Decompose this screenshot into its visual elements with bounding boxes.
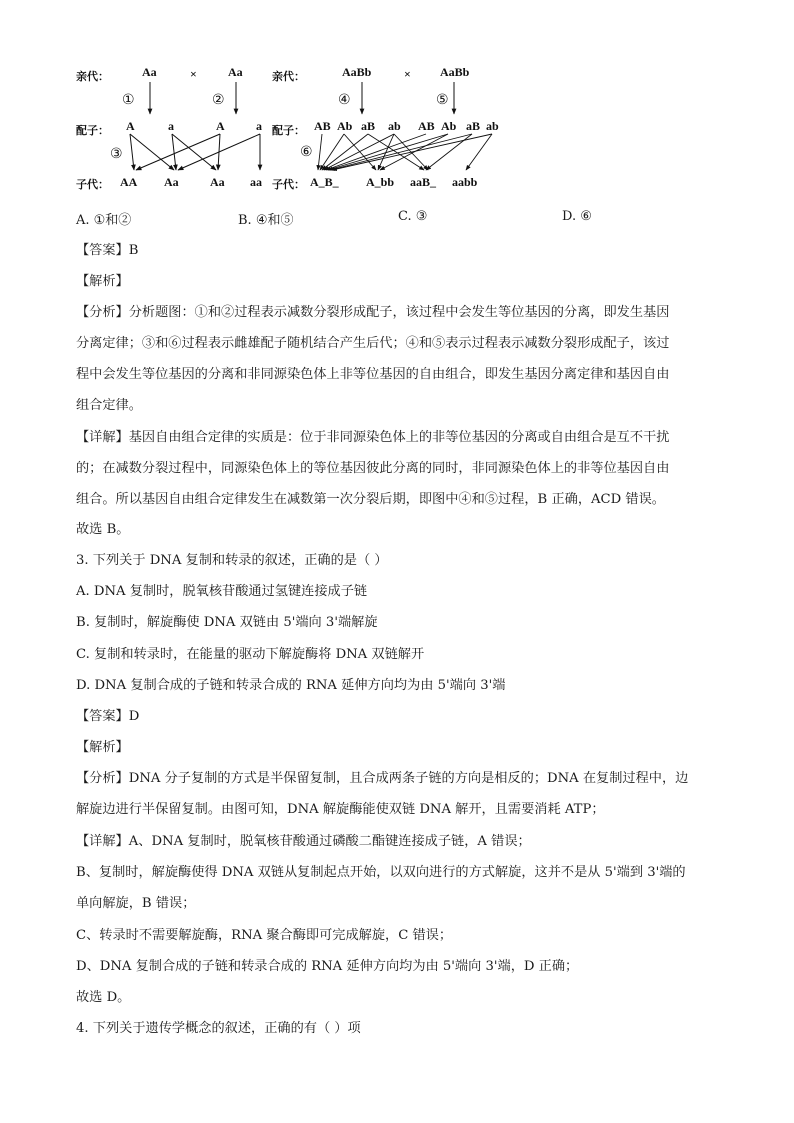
left-offspring-Aa2: Aa — [210, 175, 225, 189]
left-offspring-Aa1: Aa — [164, 175, 179, 189]
q3-stem: 3. 下列关于 DNA 复制和转录的叙述，正确的是（ ） — [76, 553, 388, 568]
right-parent-label: 亲代： — [272, 70, 305, 83]
process-marker-3: ③ — [110, 146, 123, 162]
right-gamete-Ab1: Ab — [337, 119, 353, 133]
q2-analysis-line-1: 【分析】分析题图：①和②过程表示减数分裂形成配子，该过程中会发生等位基因的分离，即发生基因 — [76, 305, 670, 320]
q3-conclusion: 故选 D。 — [76, 990, 131, 1005]
q3-analysis-line-1: 【分析】DNA 分子复制的方式是半保留复制，且合成两条子链的方向是相反的；DNA 在复制过程中，边 — [76, 771, 689, 786]
right-gamete-Ab2: Ab — [441, 119, 457, 133]
q3-option-b: B. 复制时，解旋酶使 DNA 双链由 5'端向 3'端解旋 — [76, 615, 378, 630]
left-offspring-aa: aa — [250, 175, 262, 189]
right-gamete-aB2: aB — [466, 119, 481, 133]
right-offspring-label: 子代： — [272, 178, 305, 191]
right-gamete-AB1: AB — [314, 119, 331, 133]
q4-stem: 4. 下列关于遗传学概念的叙述，正确的有（ ）项 — [76, 1021, 361, 1036]
process-marker-4: ④ — [338, 92, 351, 108]
right-gamete-ab2: ab — [486, 119, 499, 133]
q3-jiexi-heading: 【解析】 — [76, 740, 129, 755]
q2-option-d: D. ⑥ — [562, 209, 592, 224]
left-fertilization-arrows — [130, 134, 260, 170]
q2-answer: 【答案】B — [76, 243, 139, 258]
q3-answer: 【答案】D — [76, 709, 140, 724]
left-gamete-A2: A — [216, 119, 225, 133]
q2-analysis-line-4: 组合定律。 — [76, 398, 142, 413]
right-gamete-AB2: AB — [418, 119, 435, 133]
left-cross-sign: × — [190, 67, 197, 81]
left-parent-label: 亲代： — [76, 70, 109, 83]
left-parent-1: Aa — [142, 65, 157, 79]
q2-detail-line-3: 组合。所以基因自由组合定律发生在减数第一次分裂后期，即图中④和⑤过程，B 正确，ACD 错误。 — [76, 492, 665, 507]
q2-option-c: C. ③ — [398, 209, 428, 224]
left-offspring-label: 子代： — [76, 178, 109, 191]
right-offspring-aabb: aabb — [452, 175, 478, 189]
process-marker-2: ② — [212, 92, 225, 108]
left-gamete-A1: A — [126, 119, 135, 133]
right-fertilization-arrows — [318, 134, 492, 170]
left-gamete-a1: a — [168, 119, 174, 133]
left-gamete-a2: a — [256, 119, 262, 133]
q2-analysis-line-3: 程中会发生等位基因的分离和非同源染色体上非等位基因的自由组合，即发生基因分离定律和基因自由 — [76, 367, 670, 382]
q3-detail-line-1: 【详解】A、DNA 复制时，脱氧核苷酸通过磷酸二酯键连接成子链，A 错误； — [76, 834, 531, 849]
process-marker-6: ⑥ — [300, 144, 313, 160]
process-marker-1: ① — [122, 92, 135, 108]
q3-option-a: A. DNA 复制时，脱氧核苷酸通过氢键连接成子链 — [76, 584, 368, 599]
q2-detail-line-2: 的；在减数分裂过程中，同源染色体上的等位基因彼此分离的同时，非同源染色体上的非等位基因自由 — [76, 461, 670, 476]
q2-option-b: B. ④和⑤ — [238, 213, 294, 228]
q3-detail-line-4: C、转录时不需要解旋酶，RNA 聚合酶即可完成解旋，C 错误； — [76, 928, 453, 943]
q3-detail-line-2: B、复制时，解旋酶使得 DNA 双链从复制起点开始，以双向进行的方式解旋，这并不是从 5'端到 3'端的 — [76, 865, 686, 880]
right-gamete-ab1: ab — [388, 119, 401, 133]
right-gamete-aB1: aB — [361, 119, 376, 133]
q2-analysis-line-2: 分离定律；③和⑥过程表示雌雄配子随机结合产生后代；④和⑤表示过程表示减数分裂形成配子，该过 — [76, 336, 670, 351]
q3-detail-line-5: D、DNA 复制合成的子链和转录合成的 RNA 延伸方向均为由 5'端向 3'端，D 正确； — [76, 959, 579, 974]
right-offspring-aaB: aaB_ — [410, 175, 437, 189]
q3-analysis-line-2: 解旋边进行半保留复制。由图可知，DNA 解旋酶能使双链 DNA 解开，且需要消耗 ATP； — [76, 802, 605, 817]
right-offspring-Abb: A_bb — [366, 175, 395, 189]
right-offspring-AB: A_B_ — [310, 175, 339, 189]
q2-conclusion: 故选 B。 — [76, 522, 130, 537]
cross-diagram-svg — [70, 58, 520, 198]
left-parent-2: Aa — [228, 65, 243, 79]
process-marker-5: ⑤ — [436, 92, 449, 108]
q3-option-d: D. DNA 复制合成的子链和转录合成的 RNA 延伸方向均为由 5'端向 3'端 — [76, 678, 506, 693]
q3-option-c: C. 复制和转录时，在能量的驱动下解旋酶将 DNA 双链解开 — [76, 647, 425, 662]
genetics-cross-diagram — [70, 58, 520, 198]
right-gamete-label: 配子： — [272, 124, 305, 137]
q2-jiexi-heading: 【解析】 — [76, 274, 129, 289]
left-offspring-AA: AA — [120, 175, 138, 189]
q2-option-a: A. ①和② — [76, 213, 132, 228]
right-cross-sign: × — [404, 67, 411, 81]
q3-detail-line-3: 单向解旋，B 错误； — [76, 896, 196, 911]
right-parent-2: AaBb — [440, 65, 470, 79]
right-parent-1: AaBb — [342, 65, 372, 79]
left-gamete-label: 配子： — [76, 124, 109, 137]
q2-detail-line-1: 【详解】基因自由组合定律的实质是：位于非同源染色体上的非等位基因的分离或自由组合是互不干扰 — [76, 430, 670, 445]
